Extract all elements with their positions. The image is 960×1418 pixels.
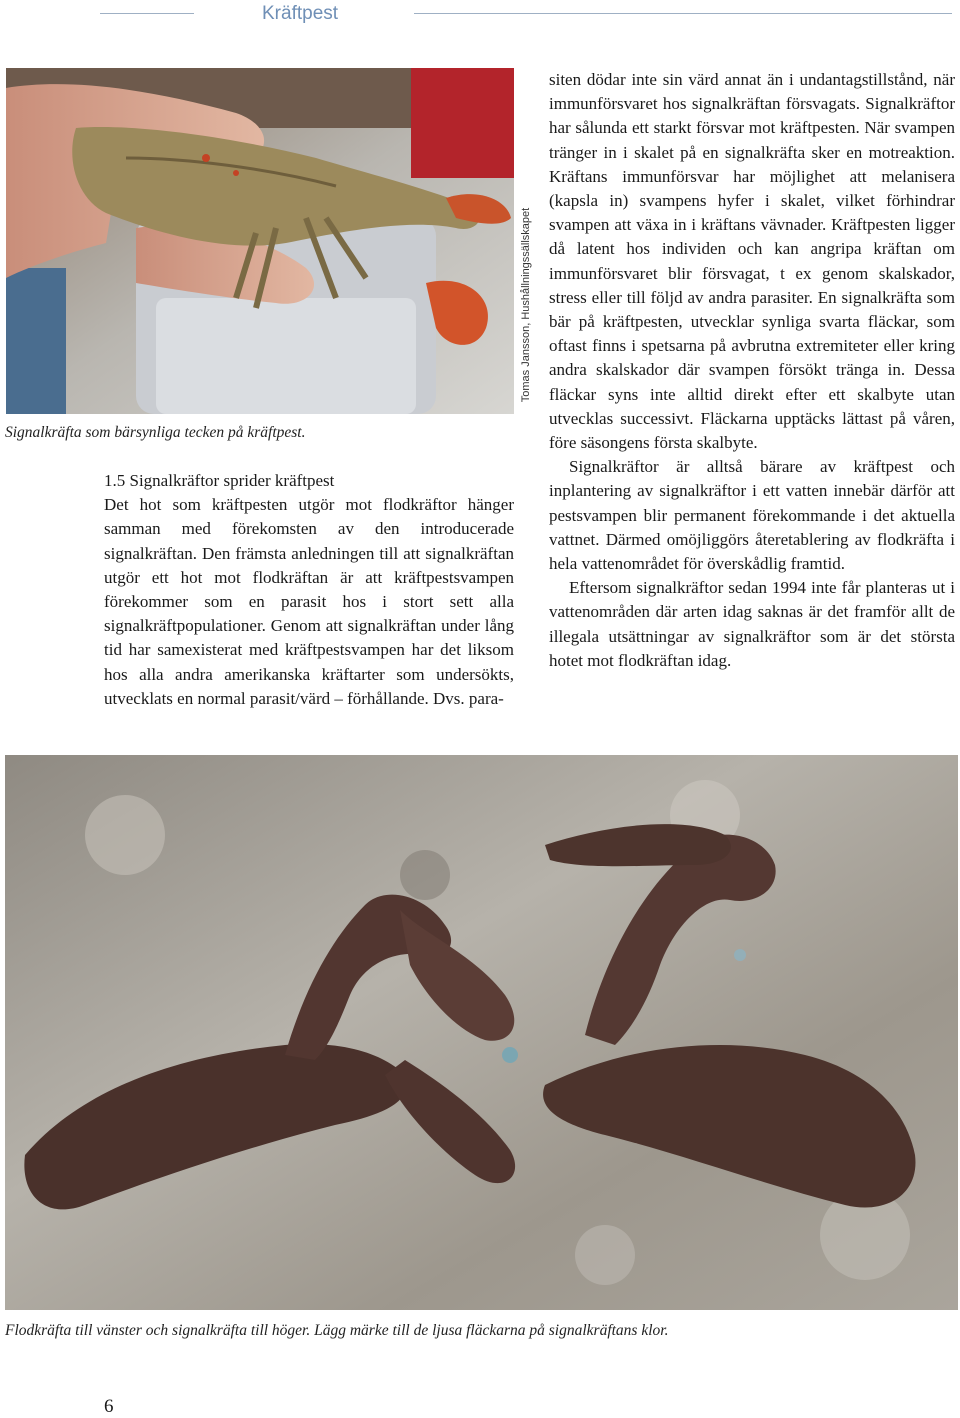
header-rule-left <box>100 13 194 14</box>
photo-caption-bottom: Flodkräfta till vänster och signalkräfta till höger. Lägg märke till de ljusa fläckarna på signalkräftans klor. <box>5 1322 669 1339</box>
left-column <box>104 469 514 711</box>
page-number: 6 <box>104 1396 114 1417</box>
crayfish-comparison-photo <box>5 755 958 1310</box>
body-paragraph: Det hot som kräftpesten utgör mot flodkräftor hänger samman med förekomsten av den introducerade signalkräftan. Den främsta anledningen till att signalkräftan utgör ett hot mot flodkräftan är att kräftpestsvampen förekommer som en parasit hos i stort sett alla signalkräftpopulationer. Genom att signalkräftan under lång tid har samexisterat med kräftpestsvampen har det liksom hos alla andra amerikanska kräftarter som undersökts, utvecklats en normal parasit/värd – förhållande. Dvs. para- <box>104 495 514 708</box>
photo-caption-top: Signalkräfta som bärsynliga tecken på kräftpest. <box>5 424 306 441</box>
right-column <box>549 68 955 673</box>
body-paragraph: Signalkräftor är alltså bärare av kräftpest och inplantering av signalkräftor i ett vatten innebär därför att pestsvampen blir permanent förekommande i det aktuella vattnet. Därmed omöjliggörs återetablering av flodkräfta i hela vattenområdet för överskådlig framtid. <box>549 457 955 574</box>
body-paragraph: siten dödar inte sin värd annat än i undantagstillstånd, när immunförsvaret hos signalkräftan försvagats. Signalkräftor har sålunda ett starkt försvar mot kräftpesten. När svampen tränger in i skalet på en signalkräfta sker en motreaktion. Kräftans immunförsvar har möjlighet att melanisera (kapsla in) svampens hyfer i skalet, vilket förhindrar svampen att växa in i kräftans vävnader. Kräftpesten ligger då latent hos individen och kan angripa kräftan om immunförsvaret blir försvagat, t ex genom skalskador, stress eller till följd av andra parasiter. En signalkräfta som bär på kräftpesten, utvecklar synliga svarta fläckar, som oftast finns i spetsarna på avbrutna extremiteter eller kring andra skalskador där svampen försökt tränga in. Dessa fläckar syns inte alltid direkt efter ett skalbyte utan utvecklas successivt. Fläckarna upptäcks lättast på våren, före säsongens första skalbyte. <box>549 70 955 453</box>
crayfish-in-hand-photo <box>6 68 514 414</box>
section-heading: 1.5 Signalkräftor sprider kräftpest <box>104 471 335 490</box>
running-header-title: Kräftpest <box>262 3 339 24</box>
header-rule-right <box>414 13 952 14</box>
body-paragraph: Eftersom signalkräftor sedan 1994 inte får planteras ut i vattenområden där arten idag saknas är det framför allt de illegala utsättningar av signalkräftor som är det största hotet mot flodkräftan idag. <box>549 578 955 670</box>
photo-credit: Tomas Jansson, Hushållningssällskapet <box>520 207 532 403</box>
